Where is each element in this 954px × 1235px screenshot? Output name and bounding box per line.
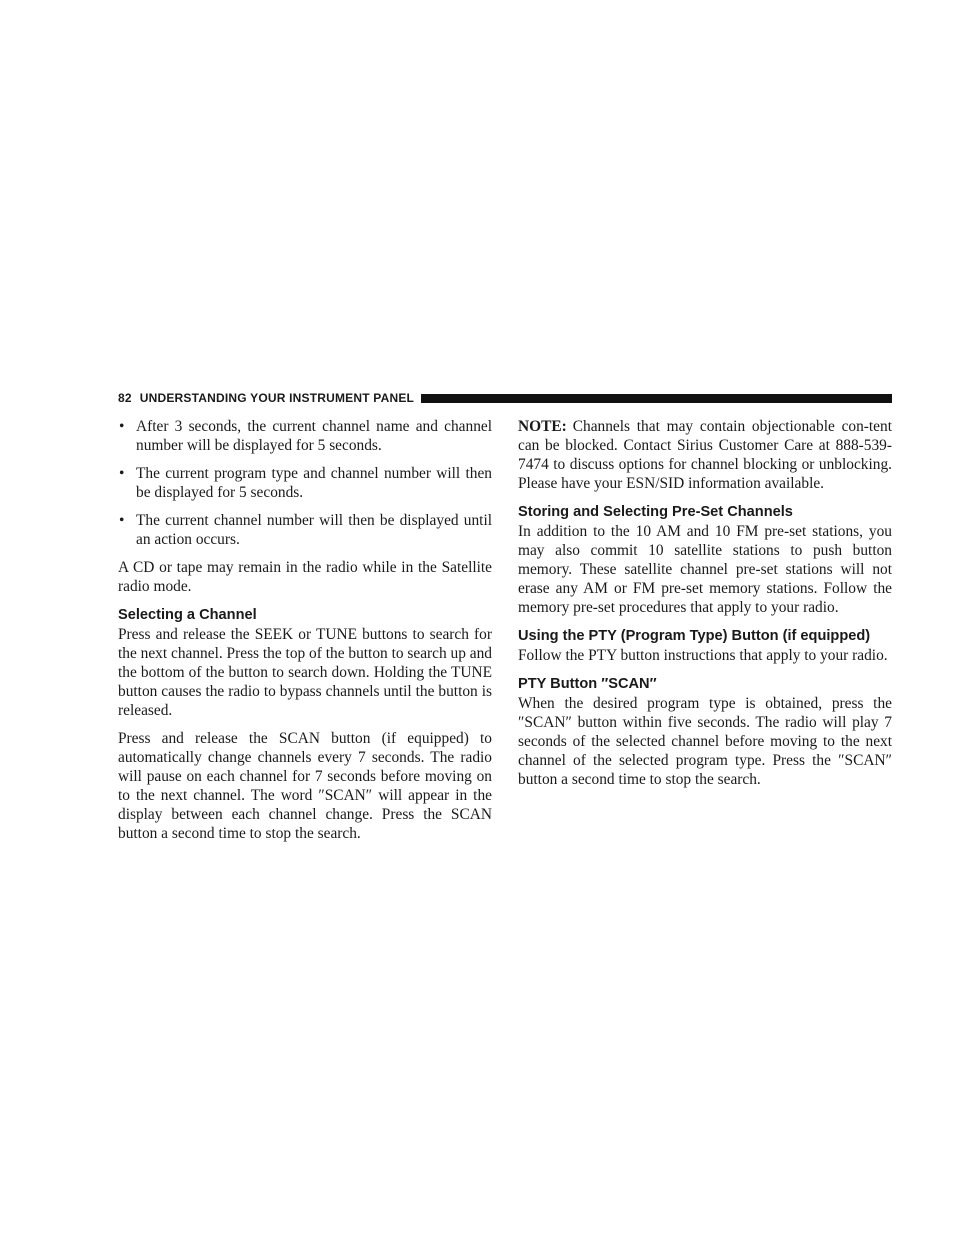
note-paragraph bbox=[518, 417, 892, 493]
right-column bbox=[518, 417, 892, 798]
list-item-text: After 3 seconds, the current channel name and channel number will be displayed for 5 seconds. bbox=[136, 418, 492, 454]
section-title: UNDERSTANDING YOUR INSTRUMENT PANEL bbox=[139, 391, 415, 405]
pty-scan-paragraph: When the desired program type is obtained, press the ″SCAN″ button within five seconds. The radio will play 7 seconds of the selected channel before moving to the next channel of the selected program type. Press the ″SCAN″ button a second time to stop the search. bbox=[518, 695, 892, 788]
pty-paragraph: Follow the PTY button instructions that apply to your radio. bbox=[518, 647, 888, 664]
bullet-icon: • bbox=[119, 418, 125, 435]
page-header bbox=[118, 389, 892, 407]
note-text: Channels that may contain objectionable con-tent can be blocked. Contact Sirius Customer Care at 888-539-7474 to discuss options for channel blocking or unblocking. Please have your ESN/SID information available. bbox=[518, 418, 892, 492]
list-item-text: The current program type and channel number will then be displayed for 5 seconds. bbox=[136, 465, 492, 501]
selecting-paragraph-2: Press and release the SCAN button (if equipped) to automatically change channels every 7 seconds. The radio will pause on each channel for 7 seconds before moving on to the next channel. The word ″SCAN″ will appear in the display between each channel change. Press the SCAN button a second time to stop the search. bbox=[118, 730, 492, 842]
pty-heading: Using the PTY (Program Type) Button (if equipped) bbox=[518, 628, 871, 644]
list-item bbox=[118, 417, 492, 455]
storing-heading: Storing and Selecting Pre-Set Channels bbox=[518, 504, 793, 520]
bullet-list bbox=[118, 417, 492, 549]
pty-scan-heading: PTY Button ″SCAN″ bbox=[518, 676, 657, 692]
page-number: 82 bbox=[118, 391, 132, 405]
bullet-icon: • bbox=[119, 512, 125, 529]
bullet-icon: • bbox=[119, 465, 125, 482]
note-label: NOTE: bbox=[518, 418, 567, 435]
selecting-paragraph-1: Press and release the SEEK or TUNE buttons to search for the next channel. Press the top of the button to search up and the bottom of the button to search down. Holding the TUNE button causes the radio to bypass channels until the button is released. bbox=[118, 626, 492, 719]
left-column bbox=[118, 417, 492, 852]
selecting-channel-heading: Selecting a Channel bbox=[118, 607, 257, 623]
list-item bbox=[118, 511, 492, 549]
list-item-text: The current channel number will then be displayed until an action occurs. bbox=[136, 512, 492, 548]
cd-paragraph: A CD or tape may remain in the radio while in the Satellite radio mode. bbox=[118, 559, 492, 595]
list-item bbox=[118, 464, 492, 502]
storing-paragraph: In addition to the 10 AM and 10 FM pre-set stations, you may also commit 10 satellite stations to push button memory. These satellite channel pre-set stations will not erase any AM or FM pre-set memory stations. Follow the memory pre-set procedures that apply to your radio. bbox=[518, 523, 892, 616]
header-rule bbox=[421, 394, 892, 403]
